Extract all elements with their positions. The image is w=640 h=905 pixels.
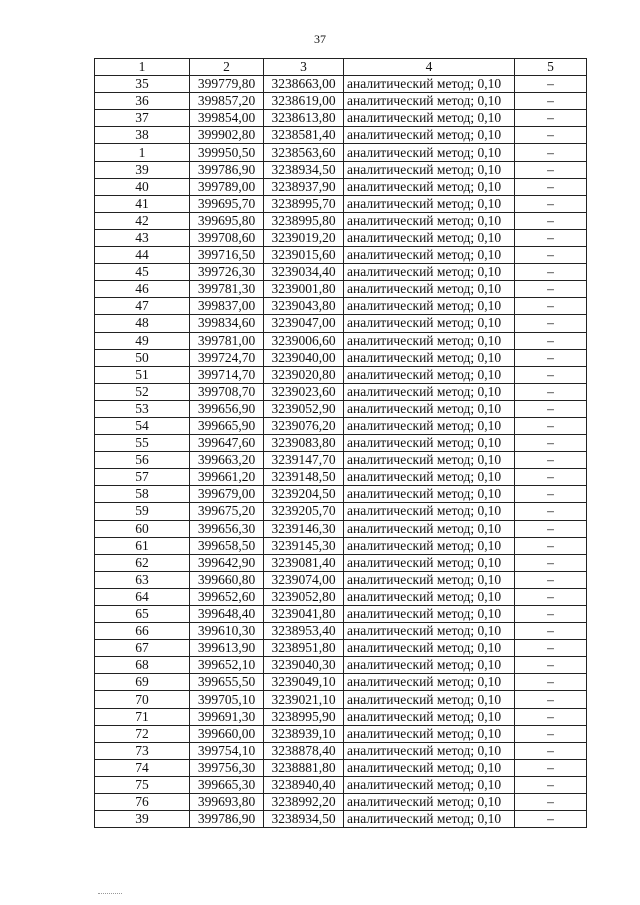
point-number-cell: 72 <box>95 725 190 742</box>
method-cell: аналитический метод; 0,10 <box>344 742 515 759</box>
method-cell: аналитический метод; 0,10 <box>344 469 515 486</box>
table-row <box>95 708 587 725</box>
note-cell: – <box>515 776 587 793</box>
point-number-cell: 1 <box>95 144 190 161</box>
note-cell: – <box>515 623 587 640</box>
y-coordinate-cell: 3239052,90 <box>264 400 344 417</box>
x-coordinate-cell: 399834,60 <box>190 315 264 332</box>
table-row <box>95 417 587 434</box>
note-cell: – <box>515 298 587 315</box>
x-coordinate-cell: 399781,00 <box>190 332 264 349</box>
point-number-cell: 51 <box>95 366 190 383</box>
table-row <box>95 400 587 417</box>
method-cell: аналитический метод; 0,10 <box>344 537 515 554</box>
x-coordinate-cell: 399705,10 <box>190 691 264 708</box>
y-coordinate-cell: 3239041,80 <box>264 606 344 623</box>
x-coordinate-cell: 399663,20 <box>190 452 264 469</box>
x-coordinate-cell: 399665,90 <box>190 417 264 434</box>
note-cell: – <box>515 606 587 623</box>
x-coordinate-cell: 399724,70 <box>190 349 264 366</box>
note-cell: – <box>515 811 587 828</box>
table-row <box>95 264 587 281</box>
method-cell: аналитический метод; 0,10 <box>344 400 515 417</box>
y-coordinate-cell: 3239040,30 <box>264 657 344 674</box>
method-cell: аналитический метод; 0,10 <box>344 623 515 640</box>
note-cell: – <box>515 76 587 93</box>
method-cell: аналитический метод; 0,10 <box>344 110 515 127</box>
y-coordinate-cell: 3238881,80 <box>264 759 344 776</box>
table-row <box>95 452 587 469</box>
table-row <box>95 247 587 264</box>
x-coordinate-cell: 399665,30 <box>190 776 264 793</box>
table-row <box>95 366 587 383</box>
note-cell: – <box>515 315 587 332</box>
y-coordinate-cell: 3239148,50 <box>264 469 344 486</box>
point-number-cell: 69 <box>95 674 190 691</box>
method-cell: аналитический метод; 0,10 <box>344 674 515 691</box>
point-number-cell: 45 <box>95 264 190 281</box>
note-cell: – <box>515 127 587 144</box>
point-number-cell: 39 <box>95 811 190 828</box>
method-cell: аналитический метод; 0,10 <box>344 76 515 93</box>
header-col-4: 4 <box>344 59 515 76</box>
note-cell: – <box>515 674 587 691</box>
point-number-cell: 40 <box>95 178 190 195</box>
x-coordinate-cell: 399716,50 <box>190 247 264 264</box>
method-cell: аналитический метод; 0,10 <box>344 127 515 144</box>
y-coordinate-cell: 3238953,40 <box>264 623 344 640</box>
y-coordinate-cell: 3238992,20 <box>264 794 344 811</box>
note-cell: – <box>515 759 587 776</box>
table-row <box>95 776 587 793</box>
x-coordinate-cell: 399660,00 <box>190 725 264 742</box>
note-cell: – <box>515 110 587 127</box>
table-row <box>95 161 587 178</box>
footer-mark <box>98 893 122 895</box>
x-coordinate-cell: 399950,50 <box>190 144 264 161</box>
table-row <box>95 144 587 161</box>
table-row <box>95 315 587 332</box>
method-cell: аналитический метод; 0,10 <box>344 93 515 110</box>
note-cell: – <box>515 469 587 486</box>
point-number-cell: 57 <box>95 469 190 486</box>
note-cell: – <box>515 503 587 520</box>
table-row <box>95 759 587 776</box>
y-coordinate-cell: 3238663,00 <box>264 76 344 93</box>
table-row <box>95 520 587 537</box>
y-coordinate-cell: 3239001,80 <box>264 281 344 298</box>
y-coordinate-cell: 3239034,40 <box>264 264 344 281</box>
table-body <box>95 76 587 828</box>
x-coordinate-cell: 399675,20 <box>190 503 264 520</box>
x-coordinate-cell: 399781,30 <box>190 281 264 298</box>
y-coordinate-cell: 3238613,80 <box>264 110 344 127</box>
point-number-cell: 65 <box>95 606 190 623</box>
point-number-cell: 46 <box>95 281 190 298</box>
method-cell: аналитический метод; 0,10 <box>344 486 515 503</box>
y-coordinate-cell: 3238995,70 <box>264 195 344 212</box>
method-cell: аналитический метод; 0,10 <box>344 281 515 298</box>
table-row <box>95 212 587 229</box>
table-row <box>95 725 587 742</box>
point-number-cell: 68 <box>95 657 190 674</box>
y-coordinate-cell: 3239021,10 <box>264 691 344 708</box>
x-coordinate-cell: 399708,70 <box>190 383 264 400</box>
x-coordinate-cell: 399789,00 <box>190 178 264 195</box>
point-number-cell: 58 <box>95 486 190 503</box>
x-coordinate-cell: 399726,30 <box>190 264 264 281</box>
note-cell: – <box>515 212 587 229</box>
note-cell: – <box>515 435 587 452</box>
method-cell: аналитический метод; 0,10 <box>344 366 515 383</box>
point-number-cell: 54 <box>95 417 190 434</box>
y-coordinate-cell: 3239076,20 <box>264 417 344 434</box>
x-coordinate-cell: 399656,30 <box>190 520 264 537</box>
table-row <box>95 657 587 674</box>
point-number-cell: 56 <box>95 452 190 469</box>
point-number-cell: 43 <box>95 229 190 246</box>
note-cell: – <box>515 195 587 212</box>
method-cell: аналитический метод; 0,10 <box>344 571 515 588</box>
method-cell: аналитический метод; 0,10 <box>344 144 515 161</box>
y-coordinate-cell: 3239147,70 <box>264 452 344 469</box>
y-coordinate-cell: 3239047,00 <box>264 315 344 332</box>
method-cell: аналитический метод; 0,10 <box>344 776 515 793</box>
note-cell: – <box>515 452 587 469</box>
y-coordinate-cell: 3239019,20 <box>264 229 344 246</box>
note-cell: – <box>515 588 587 605</box>
point-number-cell: 74 <box>95 759 190 776</box>
table-row <box>95 76 587 93</box>
x-coordinate-cell: 399837,00 <box>190 298 264 315</box>
note-cell: – <box>515 571 587 588</box>
note-cell: – <box>515 281 587 298</box>
x-coordinate-cell: 399610,30 <box>190 623 264 640</box>
y-coordinate-cell: 3238878,40 <box>264 742 344 759</box>
method-cell: аналитический метод; 0,10 <box>344 349 515 366</box>
point-number-cell: 60 <box>95 520 190 537</box>
x-coordinate-cell: 399714,70 <box>190 366 264 383</box>
note-cell: – <box>515 554 587 571</box>
point-number-cell: 50 <box>95 349 190 366</box>
table-row <box>95 640 587 657</box>
y-coordinate-cell: 3239023,60 <box>264 383 344 400</box>
method-cell: аналитический метод; 0,10 <box>344 811 515 828</box>
method-cell: аналитический метод; 0,10 <box>344 691 515 708</box>
table-row <box>95 127 587 144</box>
y-coordinate-cell: 3239015,60 <box>264 247 344 264</box>
point-number-cell: 76 <box>95 794 190 811</box>
y-coordinate-cell: 3238581,40 <box>264 127 344 144</box>
point-number-cell: 36 <box>95 93 190 110</box>
header-col-2: 2 <box>190 59 264 76</box>
x-coordinate-cell: 399708,60 <box>190 229 264 246</box>
x-coordinate-cell: 399647,60 <box>190 435 264 452</box>
table-row <box>95 554 587 571</box>
x-coordinate-cell: 399786,90 <box>190 811 264 828</box>
point-number-cell: 37 <box>95 110 190 127</box>
x-coordinate-cell: 399652,60 <box>190 588 264 605</box>
table-row <box>95 93 587 110</box>
table-row <box>95 332 587 349</box>
note-cell: – <box>515 366 587 383</box>
method-cell: аналитический метод; 0,10 <box>344 503 515 520</box>
point-number-cell: 41 <box>95 195 190 212</box>
method-cell: аналитический метод; 0,10 <box>344 178 515 195</box>
point-number-cell: 66 <box>95 623 190 640</box>
x-coordinate-cell: 399695,80 <box>190 212 264 229</box>
y-coordinate-cell: 3239043,80 <box>264 298 344 315</box>
point-number-cell: 64 <box>95 588 190 605</box>
x-coordinate-cell: 399902,80 <box>190 127 264 144</box>
note-cell: – <box>515 93 587 110</box>
table-row <box>95 469 587 486</box>
table-row <box>95 178 587 195</box>
table-row <box>95 623 587 640</box>
note-cell: – <box>515 144 587 161</box>
method-cell: аналитический метод; 0,10 <box>344 383 515 400</box>
note-cell: – <box>515 417 587 434</box>
x-coordinate-cell: 399695,70 <box>190 195 264 212</box>
y-coordinate-cell: 3238940,40 <box>264 776 344 793</box>
table-row <box>95 588 587 605</box>
y-coordinate-cell: 3239204,50 <box>264 486 344 503</box>
x-coordinate-cell: 399754,10 <box>190 742 264 759</box>
note-cell: – <box>515 178 587 195</box>
y-coordinate-cell: 3239146,30 <box>264 520 344 537</box>
table-row <box>95 606 587 623</box>
coordinates-table <box>94 58 587 828</box>
x-coordinate-cell: 399658,50 <box>190 537 264 554</box>
note-cell: – <box>515 725 587 742</box>
y-coordinate-cell: 3239081,40 <box>264 554 344 571</box>
method-cell: аналитический метод; 0,10 <box>344 640 515 657</box>
table-row <box>95 503 587 520</box>
y-coordinate-cell: 3239006,60 <box>264 332 344 349</box>
header-col-1: 1 <box>95 59 190 76</box>
point-number-cell: 52 <box>95 383 190 400</box>
point-number-cell: 73 <box>95 742 190 759</box>
x-coordinate-cell: 399693,80 <box>190 794 264 811</box>
method-cell: аналитический метод; 0,10 <box>344 212 515 229</box>
method-cell: аналитический метод; 0,10 <box>344 452 515 469</box>
x-coordinate-cell: 399786,90 <box>190 161 264 178</box>
note-cell: – <box>515 247 587 264</box>
method-cell: аналитический метод; 0,10 <box>344 657 515 674</box>
point-number-cell: 35 <box>95 76 190 93</box>
y-coordinate-cell: 3238995,80 <box>264 212 344 229</box>
table-row <box>95 298 587 315</box>
table-header-row <box>95 59 587 76</box>
point-number-cell: 55 <box>95 435 190 452</box>
header-col-3: 3 <box>264 59 344 76</box>
x-coordinate-cell: 399613,90 <box>190 640 264 657</box>
x-coordinate-cell: 399857,20 <box>190 93 264 110</box>
header-col-5: 5 <box>515 59 587 76</box>
method-cell: аналитический метод; 0,10 <box>344 520 515 537</box>
method-cell: аналитический метод; 0,10 <box>344 264 515 281</box>
table-row <box>95 110 587 127</box>
table-row <box>95 281 587 298</box>
method-cell: аналитический метод; 0,10 <box>344 161 515 178</box>
y-coordinate-cell: 3239145,30 <box>264 537 344 554</box>
note-cell: – <box>515 657 587 674</box>
method-cell: аналитический метод; 0,10 <box>344 725 515 742</box>
y-coordinate-cell: 3238619,00 <box>264 93 344 110</box>
y-coordinate-cell: 3239020,80 <box>264 366 344 383</box>
note-cell: – <box>515 486 587 503</box>
point-number-cell: 61 <box>95 537 190 554</box>
point-number-cell: 63 <box>95 571 190 588</box>
table-row <box>95 811 587 828</box>
table-row <box>95 674 587 691</box>
note-cell: – <box>515 537 587 554</box>
point-number-cell: 47 <box>95 298 190 315</box>
point-number-cell: 70 <box>95 691 190 708</box>
note-cell: – <box>515 400 587 417</box>
table-row <box>95 571 587 588</box>
point-number-cell: 59 <box>95 503 190 520</box>
x-coordinate-cell: 399779,80 <box>190 76 264 93</box>
table-row <box>95 195 587 212</box>
point-number-cell: 75 <box>95 776 190 793</box>
x-coordinate-cell: 399691,30 <box>190 708 264 725</box>
table-row <box>95 742 587 759</box>
x-coordinate-cell: 399655,50 <box>190 674 264 691</box>
method-cell: аналитический метод; 0,10 <box>344 417 515 434</box>
y-coordinate-cell: 3238563,60 <box>264 144 344 161</box>
y-coordinate-cell: 3239049,10 <box>264 674 344 691</box>
x-coordinate-cell: 399648,40 <box>190 606 264 623</box>
note-cell: – <box>515 161 587 178</box>
table-row <box>95 486 587 503</box>
table-row <box>95 537 587 554</box>
method-cell: аналитический метод; 0,10 <box>344 315 515 332</box>
y-coordinate-cell: 3239205,70 <box>264 503 344 520</box>
y-coordinate-cell: 3238934,50 <box>264 161 344 178</box>
y-coordinate-cell: 3239074,00 <box>264 571 344 588</box>
table-row <box>95 794 587 811</box>
y-coordinate-cell: 3239040,00 <box>264 349 344 366</box>
note-cell: – <box>515 332 587 349</box>
point-number-cell: 44 <box>95 247 190 264</box>
note-cell: – <box>515 691 587 708</box>
point-number-cell: 48 <box>95 315 190 332</box>
method-cell: аналитический метод; 0,10 <box>344 708 515 725</box>
point-number-cell: 38 <box>95 127 190 144</box>
x-coordinate-cell: 399642,90 <box>190 554 264 571</box>
x-coordinate-cell: 399756,30 <box>190 759 264 776</box>
y-coordinate-cell: 3239083,80 <box>264 435 344 452</box>
point-number-cell: 39 <box>95 161 190 178</box>
point-number-cell: 53 <box>95 400 190 417</box>
method-cell: аналитический метод; 0,10 <box>344 588 515 605</box>
note-cell: – <box>515 640 587 657</box>
table-row <box>95 229 587 246</box>
note-cell: – <box>515 742 587 759</box>
y-coordinate-cell: 3238937,90 <box>264 178 344 195</box>
y-coordinate-cell: 3238934,50 <box>264 811 344 828</box>
method-cell: аналитический метод; 0,10 <box>344 554 515 571</box>
y-coordinate-cell: 3238995,90 <box>264 708 344 725</box>
method-cell: аналитический метод; 0,10 <box>344 794 515 811</box>
y-coordinate-cell: 3238939,10 <box>264 725 344 742</box>
method-cell: аналитический метод; 0,10 <box>344 247 515 264</box>
x-coordinate-cell: 399652,10 <box>190 657 264 674</box>
x-coordinate-cell: 399679,00 <box>190 486 264 503</box>
method-cell: аналитический метод; 0,10 <box>344 195 515 212</box>
point-number-cell: 42 <box>95 212 190 229</box>
x-coordinate-cell: 399656,90 <box>190 400 264 417</box>
point-number-cell: 67 <box>95 640 190 657</box>
note-cell: – <box>515 383 587 400</box>
table-row <box>95 435 587 452</box>
method-cell: аналитический метод; 0,10 <box>344 298 515 315</box>
method-cell: аналитический метод; 0,10 <box>344 332 515 349</box>
note-cell: – <box>515 708 587 725</box>
x-coordinate-cell: 399661,20 <box>190 469 264 486</box>
method-cell: аналитический метод; 0,10 <box>344 759 515 776</box>
x-coordinate-cell: 399660,80 <box>190 571 264 588</box>
note-cell: – <box>515 229 587 246</box>
note-cell: – <box>515 520 587 537</box>
table-row <box>95 383 587 400</box>
method-cell: аналитический метод; 0,10 <box>344 435 515 452</box>
table-row <box>95 349 587 366</box>
page-number: 37 <box>314 32 326 46</box>
note-cell: – <box>515 349 587 366</box>
note-cell: – <box>515 264 587 281</box>
table-row <box>95 691 587 708</box>
point-number-cell: 49 <box>95 332 190 349</box>
y-coordinate-cell: 3239052,80 <box>264 588 344 605</box>
x-coordinate-cell: 399854,00 <box>190 110 264 127</box>
point-number-cell: 62 <box>95 554 190 571</box>
point-number-cell: 71 <box>95 708 190 725</box>
method-cell: аналитический метод; 0,10 <box>344 229 515 246</box>
method-cell: аналитический метод; 0,10 <box>344 606 515 623</box>
y-coordinate-cell: 3238951,80 <box>264 640 344 657</box>
note-cell: – <box>515 794 587 811</box>
